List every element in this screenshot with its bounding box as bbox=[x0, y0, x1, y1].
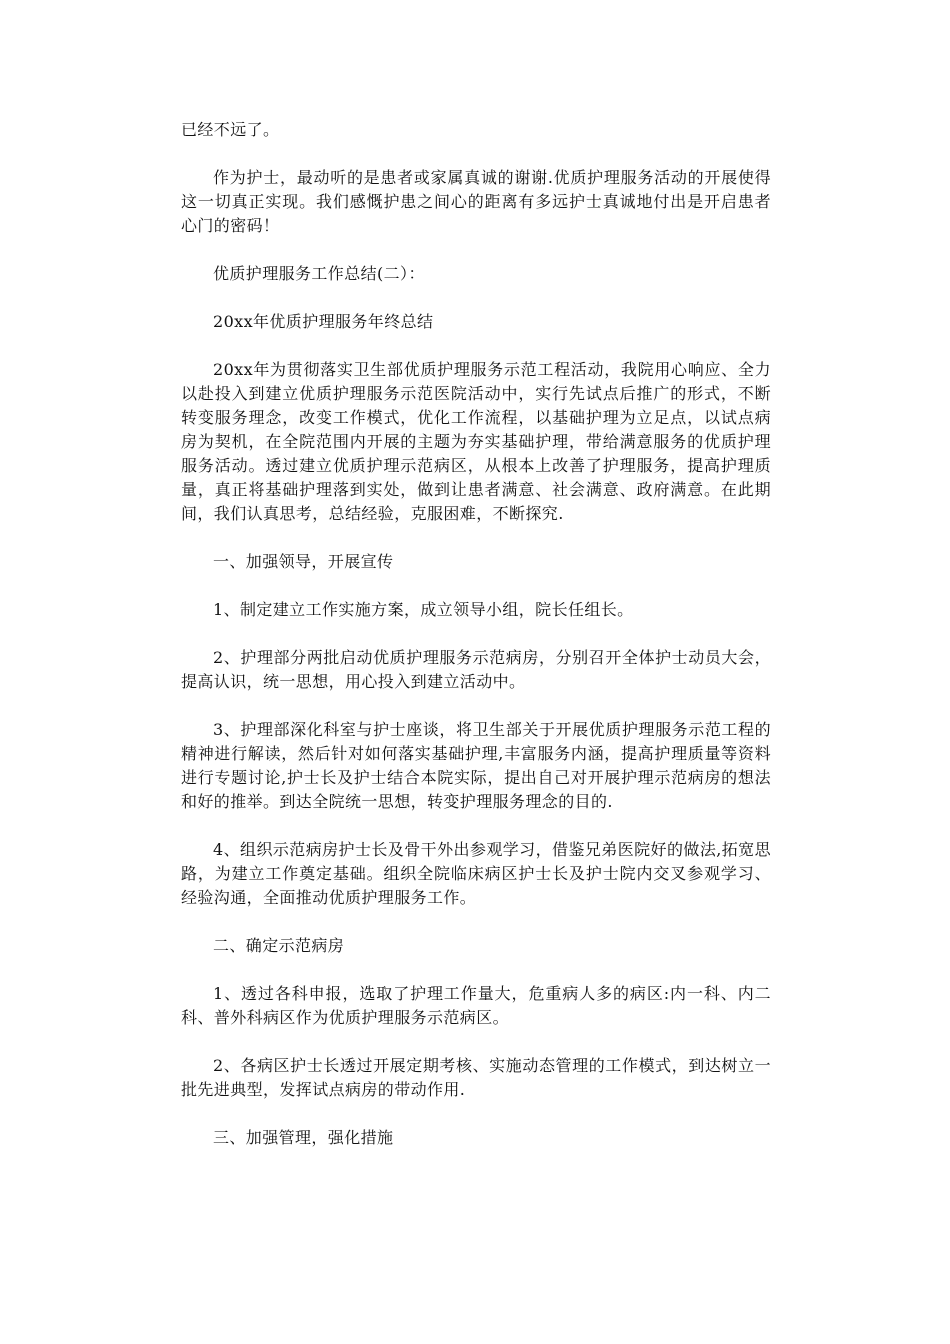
paragraph-intro: 20xx年为贯彻落实卫生部优质护理服务示范工程活动，我院用心响应、全力以赴投入到建立优质护理服务示范医院活动中，实行先试点后推广的形式，不断转变服务理念，改变工作模式，优化工作流程，以基础护理为立足点，以试点病房为契机，在全院范围内开展的主题为夯实基础护理，带给满意服务的优质护理服务活动。透过建立优质护理示范病区，从根本上改善了护理服务，提高护理质量，真正将基础护理落到实处，做到让患者满意、社会满意、政府满意。在此期间，我们认真思考，总结经验，克服困难，不断探究. bbox=[181, 360, 771, 523]
list-item-1-3: 3、护理部深化科室与护士座谈，将卫生部关于开展优质护理服务示范工程的精神进行解读，然后针对如何落实基础护理,丰富服务内涵，提高护理质量等资料进行专题讨论,护士长及护士结合本院实际，提出自己对开展护理示范病房的想法和好的推举。到达全院统一思想，转变护理服务理念的目的. bbox=[181, 720, 771, 811]
heading-section-one: 一、加强领导，开展宣传 bbox=[213, 552, 394, 571]
list-item-1-2: 2、护理部分两批启动优质护理服务示范病房，分别召开全体护士动员大会，提高认识，统一思想，用心投入到建立活动中。 bbox=[181, 648, 771, 691]
list-item-1-4: 4、组织示范病房护士长及骨干外出参观学习，借鉴兄弟医院好的做法,拓宽思路，为建立工作奠定基础。组织全院临床病区护士长及护士院内交叉参观学习、经验沟通，全面推动优质护理服务工作。 bbox=[181, 840, 771, 907]
list-item-2-1: 1、透过各科申报，选取了护理工作量大，危重病人多的病区:内一科、内二科、普外科病区作为优质护理服务示范病区。 bbox=[181, 984, 771, 1027]
paragraph-continuation: 已经不远了。 bbox=[181, 120, 280, 139]
paragraph-nurse-thanks: 作为护士，最动听的是患者或家属真诚的谢谢.优质护理服务活动的开展使得这一切真正实现。我们感慨护患之间心的距离有多远护士真诚地付出是开启患者心门的密码！ bbox=[181, 168, 771, 235]
document-page bbox=[181, 118, 771, 1174]
list-item-1-1: 1、制定建立工作实施方案，成立领导小组，院长任组长。 bbox=[213, 600, 634, 619]
heading-section-three: 三、加强管理，强化措施 bbox=[213, 1128, 394, 1147]
section-title-summary-two: 优质护理服务工作总结(二）： bbox=[213, 264, 425, 283]
heading-section-two: 二、确定示范病房 bbox=[213, 936, 345, 955]
document-subtitle: 20xx年优质护理服务年终总结 bbox=[213, 312, 434, 331]
list-item-2-2: 2、各病区护士长透过开展定期考核、实施动态管理的工作模式，到达树立一批先进典型，发挥试点病房的带动作用. bbox=[181, 1056, 771, 1099]
